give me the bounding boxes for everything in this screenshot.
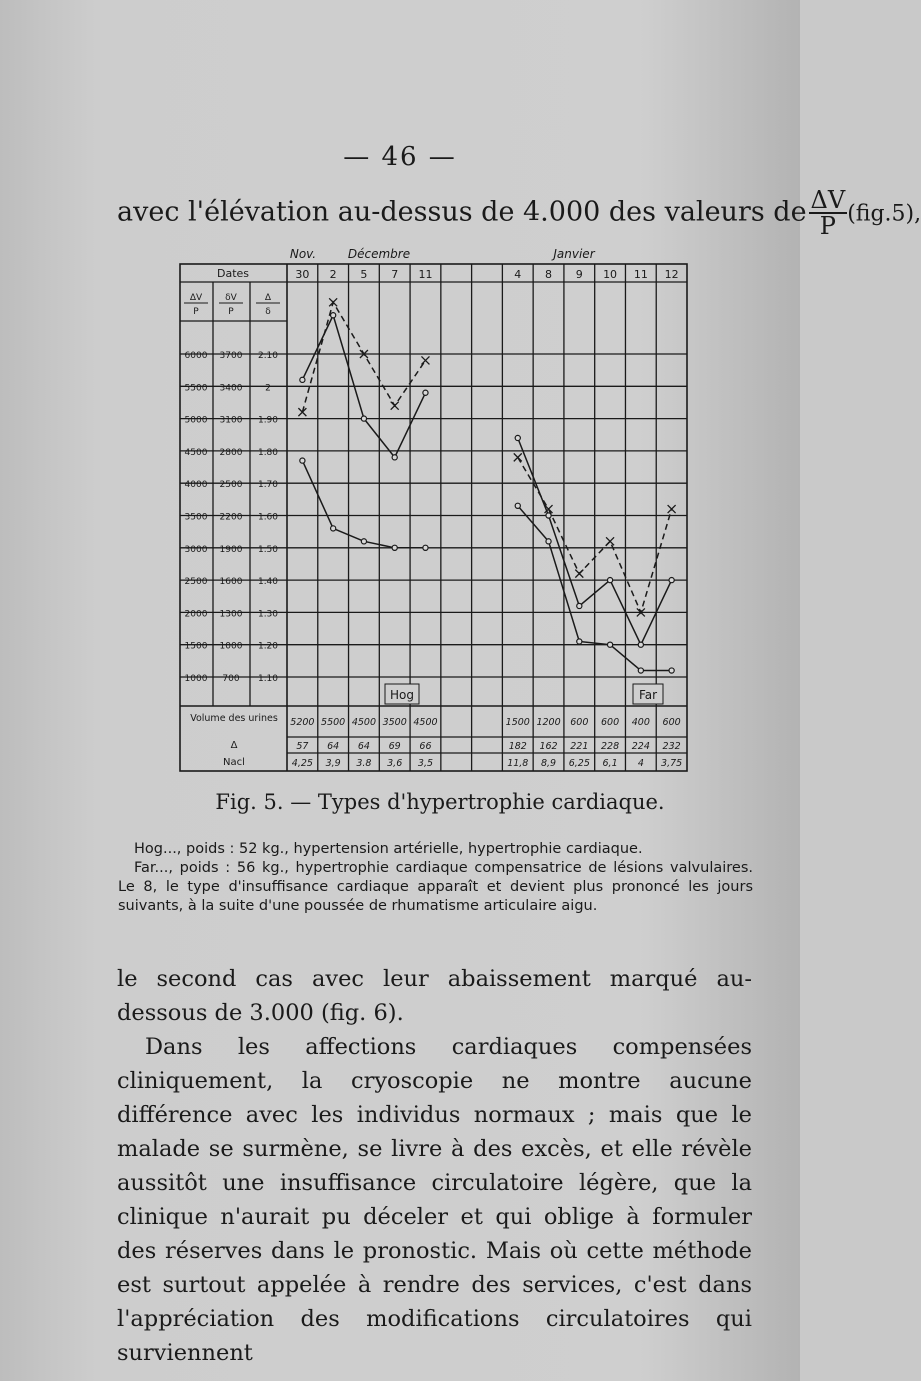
date-label: 12 [664, 268, 679, 281]
footer-value: 11,8 [507, 758, 529, 769]
footer-value: 66 [419, 741, 432, 752]
footer-label-delta: Δ [230, 740, 238, 751]
footer-value: 64 [357, 741, 370, 752]
data-point [669, 578, 674, 583]
row-label-dv: 4000 [184, 480, 208, 491]
row-label-dv: 2500 [184, 577, 208, 588]
row-label-deltav: 700 [222, 674, 240, 684]
data-point [638, 668, 643, 673]
data-point-cross [391, 402, 399, 410]
date-label: 10 [603, 268, 618, 281]
row-label-dv: 5500 [184, 383, 208, 394]
data-point [300, 458, 305, 463]
data-point-cross [514, 453, 522, 461]
date-label: 2 [329, 268, 337, 281]
footer-value: 4500 [351, 717, 377, 728]
row-label-ratio: 2.10 [257, 351, 279, 361]
figure-reference: (fig.5), [847, 201, 921, 227]
footer-value: 228 [601, 741, 620, 752]
row-label-deltav: 1300 [219, 609, 243, 620]
footer-value: 3,5 [417, 758, 434, 769]
header-label-numerator: δV [225, 293, 237, 303]
row-label-dv: 6000 [184, 351, 208, 361]
row-label-dv: 1000 [184, 674, 208, 684]
footer-value: 3,9 [325, 758, 341, 769]
month-label-decembre: Décembre [347, 247, 411, 261]
data-point [331, 526, 336, 531]
series-line-hog [302, 302, 425, 412]
footer-value: 69 [388, 741, 401, 752]
row-label-dv: 5000 [184, 415, 208, 426]
legend-hog: Hog..., poids : 52 kg., hypertension artérielle, hypertrophie cardiaque. [134, 841, 643, 857]
footer-value: 3,75 [661, 758, 683, 769]
date-label: 30 [295, 268, 310, 281]
footer-value: 4,25 [291, 758, 313, 769]
patient-label-far: Far [638, 688, 658, 702]
row-label-ratio: 1.20 [257, 641, 279, 652]
row-label-dv: 4500 [184, 447, 208, 458]
row-label-deltav: 1900 [219, 544, 243, 555]
data-point [361, 416, 366, 421]
month-label-janvier: Janvier [553, 247, 595, 261]
row-label-dv: 3000 [184, 544, 208, 555]
data-point [607, 578, 612, 583]
month-label-nov: Nov. [289, 247, 317, 261]
row-label-ratio: 1.30 [257, 609, 279, 620]
footer-value: 221 [570, 741, 589, 752]
footer-value: 1200 [536, 717, 561, 728]
patient-label-hog: Hog [390, 688, 414, 702]
figure-caption: Fig. 5. — Types d'hypertrophie cardiaque. [215, 790, 665, 814]
row-label-ratio: 1.80 [257, 447, 279, 458]
data-point [607, 642, 612, 647]
chart-frame [180, 264, 687, 771]
footer-value: 1500 [505, 717, 530, 728]
row-label-ratio: 1.10 [257, 674, 279, 684]
footer-value: 64 [327, 741, 340, 752]
data-point [392, 455, 397, 460]
footer-value: 5500 [321, 717, 346, 728]
row-label-ratio: 2 [265, 383, 271, 394]
page-number: — 46 — [343, 142, 457, 172]
header-dates-label: Dates [216, 267, 250, 280]
footer-value: 162 [539, 741, 558, 752]
footer-value: 182 [508, 741, 527, 752]
footer-value: 600 [601, 717, 620, 728]
header-label-denominator: δ [265, 307, 271, 317]
header-label-numerator: Δ [264, 293, 272, 303]
footer-value: 6,1 [602, 758, 618, 769]
series-line-hog [302, 461, 425, 548]
footer-value: 3500 [382, 717, 407, 728]
row-label-dv: 2000 [184, 609, 208, 620]
footer-value: 3,6 [387, 758, 403, 769]
footer-value: 57 [296, 741, 309, 752]
footer-label-nacl: Nacl [223, 757, 245, 768]
header-label-denominator: P [228, 307, 234, 317]
body-paragraph-2: Dans les affections cardiaques compensées cliniquement, la cryoscopie ne montre aucune différence avec les individus normaux ; mais que le malade se surmène, se livre à des excès, et elle révèle aussitôt une insuffisance circulatoire légère, que la clinique n'aurait pu déceler et qui oblige à formuler des réserves dans le pronostic. Mais où cette méthode est surtout appelée à rendre des services, c'est dans l'appréciation des modifications circulatoires qui surviennent [117, 1034, 752, 1366]
footer-value: 232 [662, 741, 681, 752]
data-point [515, 435, 520, 440]
data-point [423, 390, 428, 395]
row-label-deltav: 2200 [219, 512, 243, 523]
data-point [300, 377, 305, 382]
footer-value: 3.8 [356, 758, 372, 769]
row-label-deltav: 1000 [219, 641, 243, 652]
footer-value: 400 [631, 717, 650, 728]
data-point [577, 639, 582, 644]
date-label: 7 [391, 268, 399, 281]
body-paragraph-1: le second cas avec leur abaissement marqué au-dessous de 3.000 (fig. 6). [117, 966, 752, 1026]
fraction-denominator: P [819, 212, 836, 240]
intro-text: avec l'élévation au-dessus de 4.000 des valeurs de [117, 196, 807, 228]
data-point-cross [575, 570, 583, 578]
legend-far: Far..., poids : 56 kg., hypertrophie cardiaque compensatrice de lésions valvulaires. Le 8, le type d'insuffisance cardiaque apparaît et devient plus prononcé les jours suivants, à la suite d'une poussée de rhumatisme articulaire aigu. [118, 860, 753, 914]
row-label-deltav: 2800 [219, 447, 243, 458]
data-point [361, 539, 366, 544]
row-label-ratio: 1.50 [257, 544, 279, 555]
footer-label-volume: Volume des urines [190, 713, 278, 724]
date-label: 4 [514, 268, 522, 281]
data-point [638, 642, 643, 647]
header-label-numerator: ΔV [189, 293, 203, 303]
row-label-ratio: 1.60 [257, 512, 279, 523]
data-point-cross [606, 537, 614, 545]
data-point [577, 603, 582, 608]
row-label-deltav: 3700 [219, 351, 243, 361]
footer-value: 8,9 [540, 758, 557, 769]
row-label-deltav: 1600 [219, 577, 243, 588]
data-point [423, 545, 428, 550]
data-point [546, 539, 551, 544]
row-label-deltav: 2500 [219, 480, 243, 491]
row-label-ratio: 1.90 [257, 415, 279, 426]
date-label: 5 [360, 268, 368, 281]
footer-value: 600 [570, 717, 589, 728]
data-point [669, 668, 674, 673]
body-text [117, 962, 752, 1370]
data-point-cross [329, 298, 337, 306]
row-label-dv: 1500 [184, 641, 208, 652]
row-label-deltav: 3400 [219, 383, 243, 394]
date-label: 8 [545, 268, 553, 281]
date-label: 11 [633, 268, 648, 281]
row-label-deltav: 3100 [219, 415, 243, 426]
row-label-ratio: 1.70 [257, 480, 279, 491]
data-point [392, 545, 397, 550]
date-label: 11 [418, 268, 433, 281]
header-label-denominator: P [193, 307, 199, 317]
fraction-numerator: ΔV [810, 186, 846, 214]
figure-legend [118, 840, 753, 916]
row-label-dv: 3500 [184, 512, 208, 523]
fraction-dv-p [809, 188, 848, 238]
footer-value: 4500 [413, 717, 438, 728]
data-point [331, 313, 336, 318]
row-label-ratio: 1.40 [257, 577, 279, 588]
footer-value: 600 [662, 717, 681, 728]
footer-value: 6,25 [568, 758, 590, 769]
footer-value: 4 [637, 758, 644, 769]
data-point-cross [298, 408, 306, 416]
data-point-cross [668, 505, 676, 513]
data-point-cross [421, 356, 429, 364]
footer-value: 224 [631, 741, 650, 752]
data-point [515, 503, 520, 508]
footer-value: 5200 [290, 717, 315, 728]
date-label: 9 [575, 268, 583, 281]
